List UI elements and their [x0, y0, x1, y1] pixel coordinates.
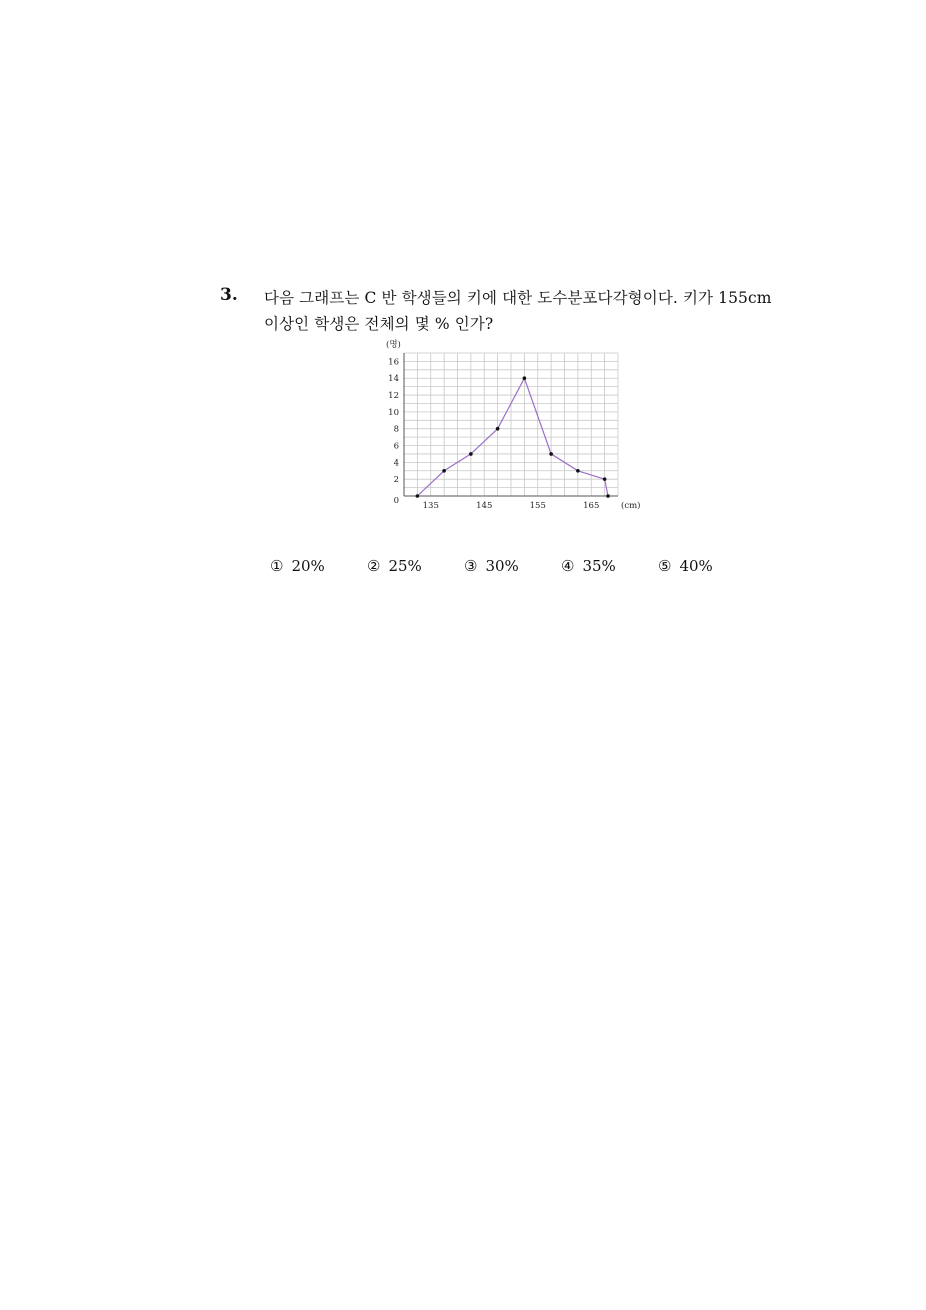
choice-2[interactable] [367, 557, 422, 575]
x-tick-label: 155 [529, 501, 546, 511]
y-tick-label: 14 [388, 374, 399, 385]
question-text-line-2: 이상인 학생은 전체의 몇 % 인가? [264, 315, 494, 333]
question-number: 3. [220, 285, 238, 305]
data-point [576, 469, 580, 473]
y-tick-label: 6 [393, 441, 399, 452]
y-tick-label: 12 [388, 391, 399, 402]
choice-5-mark: ⑤ [658, 557, 672, 575]
data-point [496, 427, 500, 431]
choice-4[interactable] [561, 557, 616, 575]
y-tick-label: 10 [388, 407, 399, 418]
choice-5-text: 40% [679, 557, 713, 575]
y-tick-label: 8 [393, 424, 399, 435]
choice-1-text: 20% [291, 557, 325, 575]
data-point [549, 452, 553, 456]
y-tick-label: 2 [393, 475, 399, 486]
x-tick-label: 135 [422, 501, 439, 511]
choice-3-text: 30% [485, 557, 519, 575]
chart-labels [386, 339, 640, 511]
y-tick-label: 4 [393, 458, 399, 469]
frequency-polygon-chart [370, 338, 640, 518]
choice-3-mark: ③ [464, 557, 478, 575]
choice-2-text: 25% [388, 557, 422, 575]
data-point [606, 494, 610, 498]
data-point [603, 477, 607, 481]
y-axis-label: (명) [386, 340, 401, 350]
data-point [523, 376, 527, 380]
x-tick-label: 165 [583, 501, 600, 511]
question-text-line-1: 다음 그래프는 C 반 학생들의 키에 대한 도수분포다각형이다. 키가 155cm [264, 289, 772, 307]
data-point [442, 469, 446, 473]
chart-grid [404, 353, 618, 496]
data-point [416, 494, 420, 498]
choice-3[interactable] [464, 557, 519, 575]
y-tick-label: 16 [388, 357, 399, 368]
choice-4-text: 35% [582, 557, 616, 575]
x-axis-label: (cm) [621, 501, 640, 511]
choice-2-mark: ② [367, 557, 381, 575]
choice-1[interactable] [270, 557, 325, 575]
answer-choices [270, 557, 730, 577]
choice-1-mark: ① [270, 557, 284, 575]
x-tick-label: 145 [476, 501, 493, 511]
y-tick-label: 0 [393, 496, 399, 506]
data-point [469, 452, 473, 456]
choice-5[interactable] [658, 557, 713, 575]
choice-4-mark: ④ [561, 557, 575, 575]
